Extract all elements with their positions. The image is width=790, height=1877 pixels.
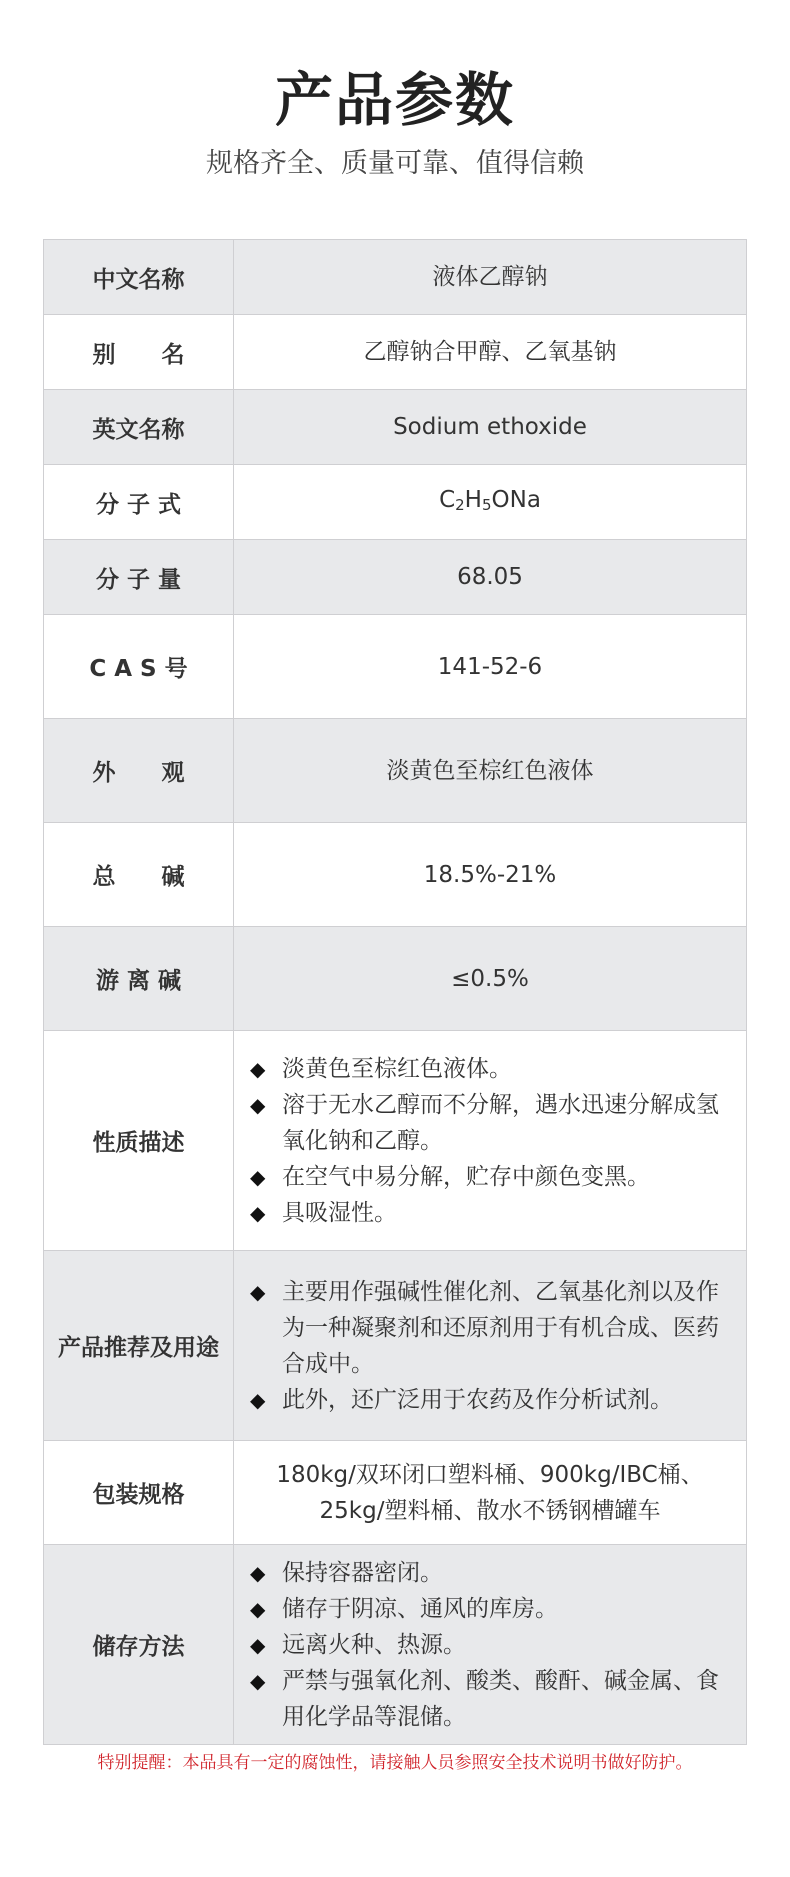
row-label: 包装规格 [44, 1441, 234, 1545]
list-item: ◆ 远离火种、热源。 [248, 1627, 738, 1663]
table-row-properties [44, 1031, 747, 1251]
list-item: ◆ 储存于阴凉、通风的库房。 [248, 1591, 738, 1627]
table-row-molecular-weight [44, 540, 747, 615]
page-subtitle: 规格齐全、质量可靠、值得信赖 [206, 148, 584, 179]
table-row-applications [44, 1251, 747, 1441]
row-value [234, 1545, 747, 1745]
row-value: 液体乙醇钠 [234, 240, 747, 315]
row-label: 产品推荐及用途 [44, 1251, 234, 1441]
row-value [234, 465, 747, 540]
page-title: 产品参数 [274, 66, 515, 134]
row-value: ≤0.5% [234, 927, 747, 1031]
table-row-alias [44, 315, 747, 390]
diamond-bullet-icon: ◆ [250, 1092, 266, 1117]
row-label: 分 子 量 [44, 540, 234, 615]
row-value: 68.05 [234, 540, 747, 615]
row-label: 分 子 式 [44, 465, 234, 540]
list-item: ◆ 在空气中易分解，贮存中颜色变黑。 [248, 1159, 738, 1195]
list-item: ◆ 主要用作强碱性催化剂、乙氧基化剂以及作为一种凝聚剂和还原剂用于有机合成、医药合成中。 [248, 1274, 738, 1382]
row-value: 141-52-6 [234, 615, 747, 719]
table-row-free-base [44, 927, 747, 1031]
row-label: 中文名称 [44, 240, 234, 315]
diamond-bullet-icon: ◆ [250, 1560, 266, 1585]
packaging-line: 180kg/双环闭口塑料桶、900kg/IBC桶、 [276, 1461, 704, 1488]
diamond-bullet-icon: ◆ [250, 1056, 266, 1081]
table-row-storage [44, 1545, 747, 1745]
list-item: ◆ 淡黄色至棕红色液体。 [248, 1051, 738, 1087]
list-item: ◆ 保持容器密闭。 [248, 1555, 738, 1591]
list-item: ◆ 严禁与强氧化剂、酸类、酸酐、碱金属、食用化学品等混储。 [248, 1663, 738, 1735]
row-label: 游 离 碱 [44, 927, 234, 1031]
properties-list [234, 1051, 746, 1231]
row-value: Sodium ethoxide [234, 390, 747, 465]
diamond-bullet-icon: ◆ [250, 1279, 266, 1304]
diamond-bullet-icon: ◆ [250, 1632, 266, 1657]
storage-list [234, 1555, 746, 1735]
row-value [234, 1441, 747, 1545]
applications-list [234, 1274, 746, 1418]
table-row-packaging [44, 1441, 747, 1545]
table-row-formula [44, 465, 747, 540]
row-label: C A S 号 [44, 615, 234, 719]
row-value: 18.5%-21% [234, 823, 747, 927]
packaging-line: 25kg/塑料桶、散水不锈钢槽罐车 [319, 1497, 661, 1524]
list-item: ◆ 具吸湿性。 [248, 1195, 738, 1231]
row-label: 别 名 [44, 315, 234, 390]
safety-warning: 特别提醒：本品具有一定的腐蚀性，请接触人员参照安全技术说明书做好防护。 [97, 1753, 693, 1773]
table-row-english-name [44, 390, 747, 465]
diamond-bullet-icon: ◆ [250, 1200, 266, 1225]
diamond-bullet-icon: ◆ [250, 1668, 266, 1693]
row-value [234, 1031, 747, 1251]
row-value: 淡黄色至棕红色液体 [234, 719, 747, 823]
diamond-bullet-icon: ◆ [250, 1164, 266, 1189]
list-item: ◆ 此外，还广泛用于农药及作分析试剂。 [248, 1382, 738, 1418]
formula-value: $C_2H_5ONa$ [439, 486, 541, 514]
row-label: 储存方法 [44, 1545, 234, 1745]
spec-table [43, 239, 747, 1745]
diamond-bullet-icon: ◆ [250, 1387, 266, 1412]
row-label: 外 观 [44, 719, 234, 823]
list-item: ◆ 溶于无水乙醇而不分解，遇水迅速分解成氢氧化钠和乙醇。 [248, 1087, 738, 1159]
row-label: 总 碱 [44, 823, 234, 927]
row-label: 英文名称 [44, 390, 234, 465]
row-label: 性质描述 [44, 1031, 234, 1251]
diamond-bullet-icon: ◆ [250, 1596, 266, 1621]
table-row-cas [44, 615, 747, 719]
table-row-chinese-name [44, 240, 747, 315]
row-value [234, 1251, 747, 1441]
table-row-appearance [44, 719, 747, 823]
row-value: 乙醇钠合甲醇、乙氧基钠 [234, 315, 747, 390]
table-row-total-base [44, 823, 747, 927]
